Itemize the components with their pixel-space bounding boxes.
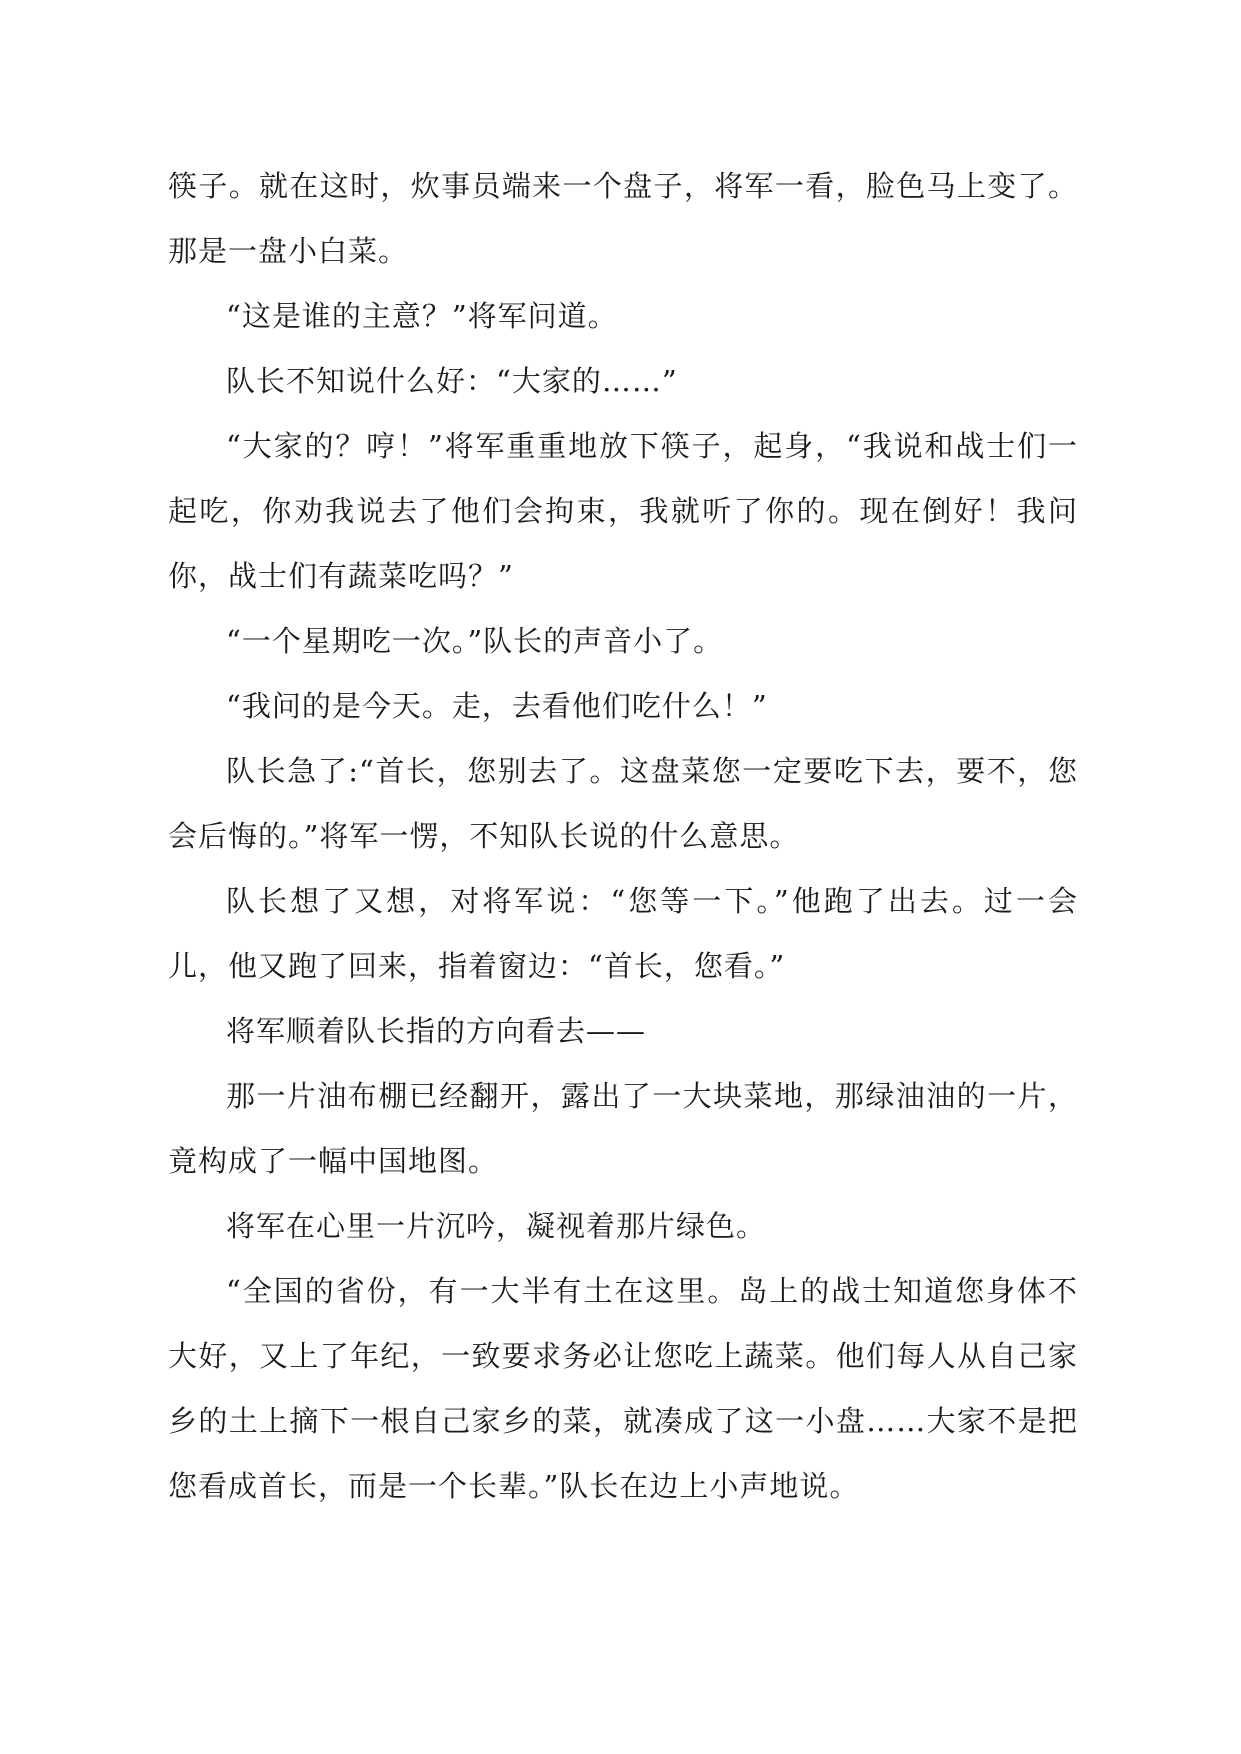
paragraph-2: “这是谁的主意？”将军问道。 [226,299,618,333]
paragraph-11: 将军在心里一片沉吟，凝视着那片绿色。 [226,1209,767,1243]
paragraph-10: 那一片油布棚已经翻开，露出了一大块菜地，那绿油油的一片，竟构成了一幅中国地图。 [168,1079,1078,1178]
paragraph-4: “大家的？哼！”将军重重地放下筷子，起身，“我说和战士们一起吃，你劝我说去了他们会拘束，我就听了你的。现在倒好！我问你，战士们有蔬菜吃吗？” [168,429,1078,593]
paragraph-6: “我问的是今天。走，去看他们吃什么！” [226,689,768,723]
paragraph-5: “一个星期吃一次。”队长的声音小了。 [226,624,724,658]
paragraph-7: 队长急了:“首长，您别去了。这盘菜您一定要吃下去，要不，您会后悔的。”将军一愣，不知队长说的什么意思。 [168,754,1078,853]
paragraph-1: 筷子。就在这时，炊事员端来一个盘子，将军一看，脸色马上变了。那是一盘小白菜。 [168,169,1078,268]
paragraph-12: “全国的省份，有一大半有土在这里。岛上的战士知道您身体不大好，又上了年纪，一致要求务必让您吃上蔬菜。他们每人从自己家乡的土上摘下一根自己家乡的菜，就凑成了这一小盘……大家不是把您看成首长，而是一个长辈。”队长在边上小声地说。 [168,1274,1078,1503]
paragraph-8: 队长想了又想，对将军说：“您等一下。”他跑了出去。过一会儿，他又跑了回来，指着窗边：“首长，您看。” [168,884,1078,983]
paragraph-3: 队长不知说什么好：“大家的……” [226,364,678,398]
paragraph-9: 将军顺着队长指的方向看去—— [226,1014,647,1048]
story-text [168,154,1078,1519]
